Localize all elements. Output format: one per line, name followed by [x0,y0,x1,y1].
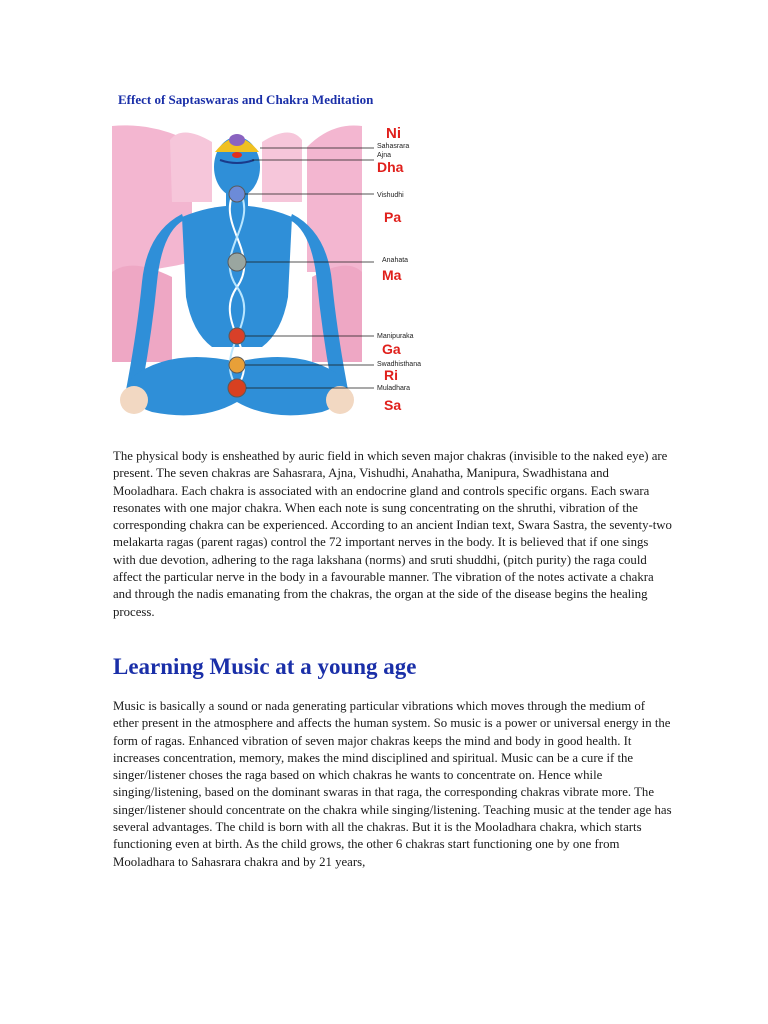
chakra-labels [377,125,421,413]
note-label-sa: Sa [384,397,402,413]
chakra-label-anahata: Anahata [382,257,409,264]
chakra-label-ajna: Ajna [377,152,392,159]
note-label-ri: Ri [384,367,398,383]
chakra-illustration [112,122,428,428]
note-label-pa: Pa [384,209,402,225]
chakra-figure [112,122,428,428]
chakra-label-manipuraka: Manipuraka [377,333,414,340]
note-label-ma: Ma [382,267,402,283]
music-paragraph: Music is basically a sound or nada generating particular vibrations which moves through the medium of ether present in the atmosphere and affects the human system. So music is a power or universal energy in the form of ragas. Enhanced vibration of seven major chakras keeps the mind and body in good health. It increases concentration, memory, makes the mind disciplined and spiritual. Music can be a cure if the singer/listener choses the raga based on which chakras he wants to concentrate on. Hence while singing/listening, based on the dominant swaras in that raga, the corresponding chakras vibrate more. The singer/listener should concentrate on the chakra while singing/listening. Teaching music at the tender age has several advantages. The child is born with all the chakras. But it is the Mooladhara chakra, which starts functioning even at birth. As the child grows, the other 6 chakras start functioning one by one from Mooladhara to Sahasrara chakra and by 21 years, [113,699,672,869]
chakra-label-swadhisthana: Swadhisthana [377,361,421,368]
chakra-label-muladhara: Muladhara [377,385,411,392]
note-label-ni: Ni [386,125,401,142]
section-heading: Learning Music at a young age [113,654,417,679]
note-label-ga: Ga [382,341,401,357]
chakra-paragraph: The physical body is ensheathed by auric field in which seven major chakras (invisible to the naked eye) are present. The seven chakras are Sahasrara, Ajna, Vishudhi, Anahatha, Manipura, Swadhistana and Mooladhara. Each chakra is associated with an endocrine gland and controls specific organs. Each swara resonates with one major chakra. When each note is sung concentrating on the shruthi, vibration of the corresponding chakra can be experienced. According to an ancient Indian text, Swara Sastra, the seventy-two melakarta ragas (parent ragas) control the 72 important nerves in the body. It is believed that if one sings with due devotion, adhering to the raga lakshana (norms) and sruti shuddhi, (pitch purity) the raga could affect the particular nerve in the body in a favourable manner. The vibration of the notes activate a chakra and through the nadis emanating from the chakras, the organ at the side of the disease begins the healing process. [113,449,672,619]
document-title: Effect of Saptaswaras and Chakra Meditation [118,92,374,107]
chakra-label-vishudhi: Vishudhi [377,192,404,199]
note-label-dha: Dha [377,159,404,175]
chakra-label-sahasrara: Sahasrara [377,143,410,150]
